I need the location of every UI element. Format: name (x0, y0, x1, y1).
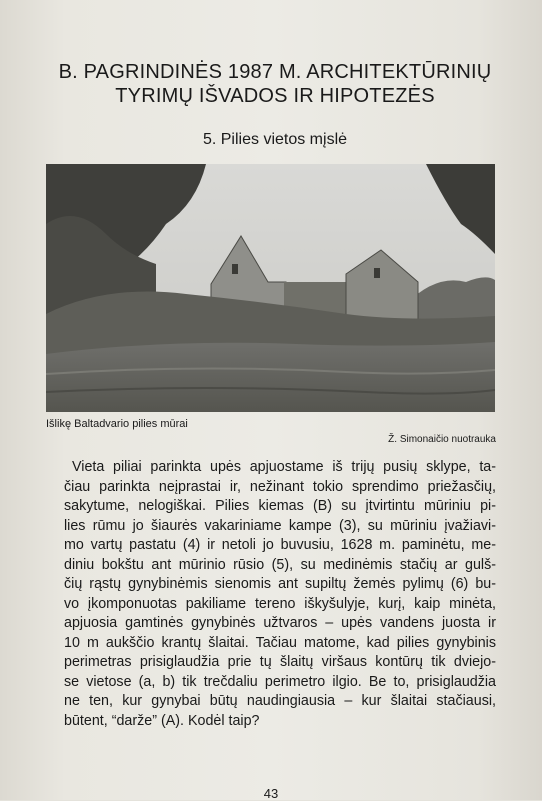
photo-credit: Ž. Simonaičio nuotrauka (388, 434, 496, 445)
paragraph-line: perimetras prisiglaudžia prie tų šlaitų viršaus kontūrų tik dviejo- (64, 654, 496, 670)
body-paragraph (64, 458, 496, 731)
paragraph-line: vo įkomponuotas pakiliame tereno iškyšulyje, kurį, kaip minėta, (64, 595, 496, 612)
paragraph-line: ne ten, kur gynybai būtų naudingiausia – kur šlaitai stačiausi, (64, 693, 496, 709)
section-heading-line-2: TYRIMŲ IŠVADOS IR HIPOTEZĖS (115, 85, 435, 107)
section-heading-line-1: B. PAGRINDINĖS 1987 M. ARCHITEKTŪRINIŲ (58, 61, 492, 83)
castle-ruins-photo (46, 164, 495, 412)
paragraph-line: diniu bokštu ant mūrinio rūsio (5), su medinėmis stačių ar gulš- (64, 556, 496, 573)
paragraph-line: 10 m aukščio krantų šlaitai. Tačiau matome, kad pilies gynybinis (64, 634, 496, 651)
paragraph-line: lies rūmu jo šiaurės vakariniame kampe (3), su mūriniu įvažiavi- (64, 517, 496, 534)
subsection-title: 5. Pilies vietos mįslė (202, 131, 348, 148)
section-heading (40, 60, 510, 108)
paragraph-line: se vietose (a, b) tik trečdaliu perimetro ilgio. Be to, prisiglaudžia (64, 673, 496, 690)
paragraph-line: čių rąstų gynybinėmis sienomis ant supiltų žemės pylimų (6) bu- (64, 576, 496, 592)
photo-caption: Išlikę Baltadvario pilies mūrai (46, 418, 188, 430)
paragraph-line: sakytume, nelogiškai. Pilies kiemas (B) su įtvirtintu mūriniu pi- (64, 498, 496, 514)
paragraph-line: mo vartų pastatu (4) ir netoli jo buvusiu, 1628 m. paminėtu, me- (64, 537, 496, 553)
castle-ruins-illustration (46, 164, 495, 412)
paragraph-line: čiau parinkta neįprastai ir, nežinant tokio sprendimo priežasčių, (64, 478, 496, 495)
paragraph-line: Vieta piliai parinkta upės apjuostame iš trijų pusių sklype, ta- (72, 459, 496, 475)
page-number: 43 (263, 786, 279, 801)
paragraph-line: apjuosia gamtinės gynybinės užtvaros – upės vandens juosta ir (64, 615, 496, 631)
paragraph-line: būtent, “darže” (A). Kodėl taip? (64, 712, 260, 729)
